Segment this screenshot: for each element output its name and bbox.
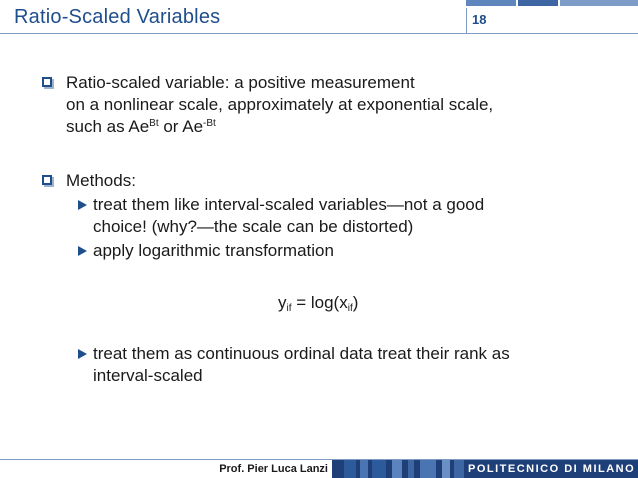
slide-title: Ratio-Scaled Variables (14, 6, 221, 28)
header-decoration (466, 0, 638, 6)
bullet1-line1: Ratio-scaled variable: a positive measurement (66, 73, 415, 92)
arrow-bullet-icon (78, 246, 87, 256)
sub-bullet1-line2: choice! (why?—the scale can be distorted) (93, 217, 414, 236)
institution-logo: POLITECNICO DI MILANO (468, 463, 636, 475)
header-divider (466, 8, 467, 33)
square-bullet-icon (42, 77, 52, 87)
title-rule (0, 33, 638, 34)
square-bullet-icon (42, 175, 52, 185)
sub-bullet3-line2: interval-scaled (93, 366, 203, 385)
author-name: Prof. Pier Luca Lanzi (219, 463, 328, 475)
arrow-bullet-icon (78, 200, 87, 210)
bullet2-label: Methods: (66, 171, 136, 190)
sub-bullet1-line1: treat them like interval-scaled variables—not a good (93, 195, 485, 214)
formula: $y_{if} = \log(x_{if})$ (278, 293, 359, 314)
bullet1-line2: on a nonlinear scale, approximately at exponential scale, (66, 95, 494, 114)
sub-bullet2: apply logarithmic transformation (93, 241, 334, 260)
bullet1-line3: such as $Ae^{Bt}$ or $Ae^{-Bt}$ (66, 117, 216, 136)
slide-number: 18 (472, 12, 487, 27)
arrow-bullet-icon (78, 349, 87, 359)
sub-bullet3-line1: treat them as continuous ordinal data treat their rank as (93, 344, 510, 363)
